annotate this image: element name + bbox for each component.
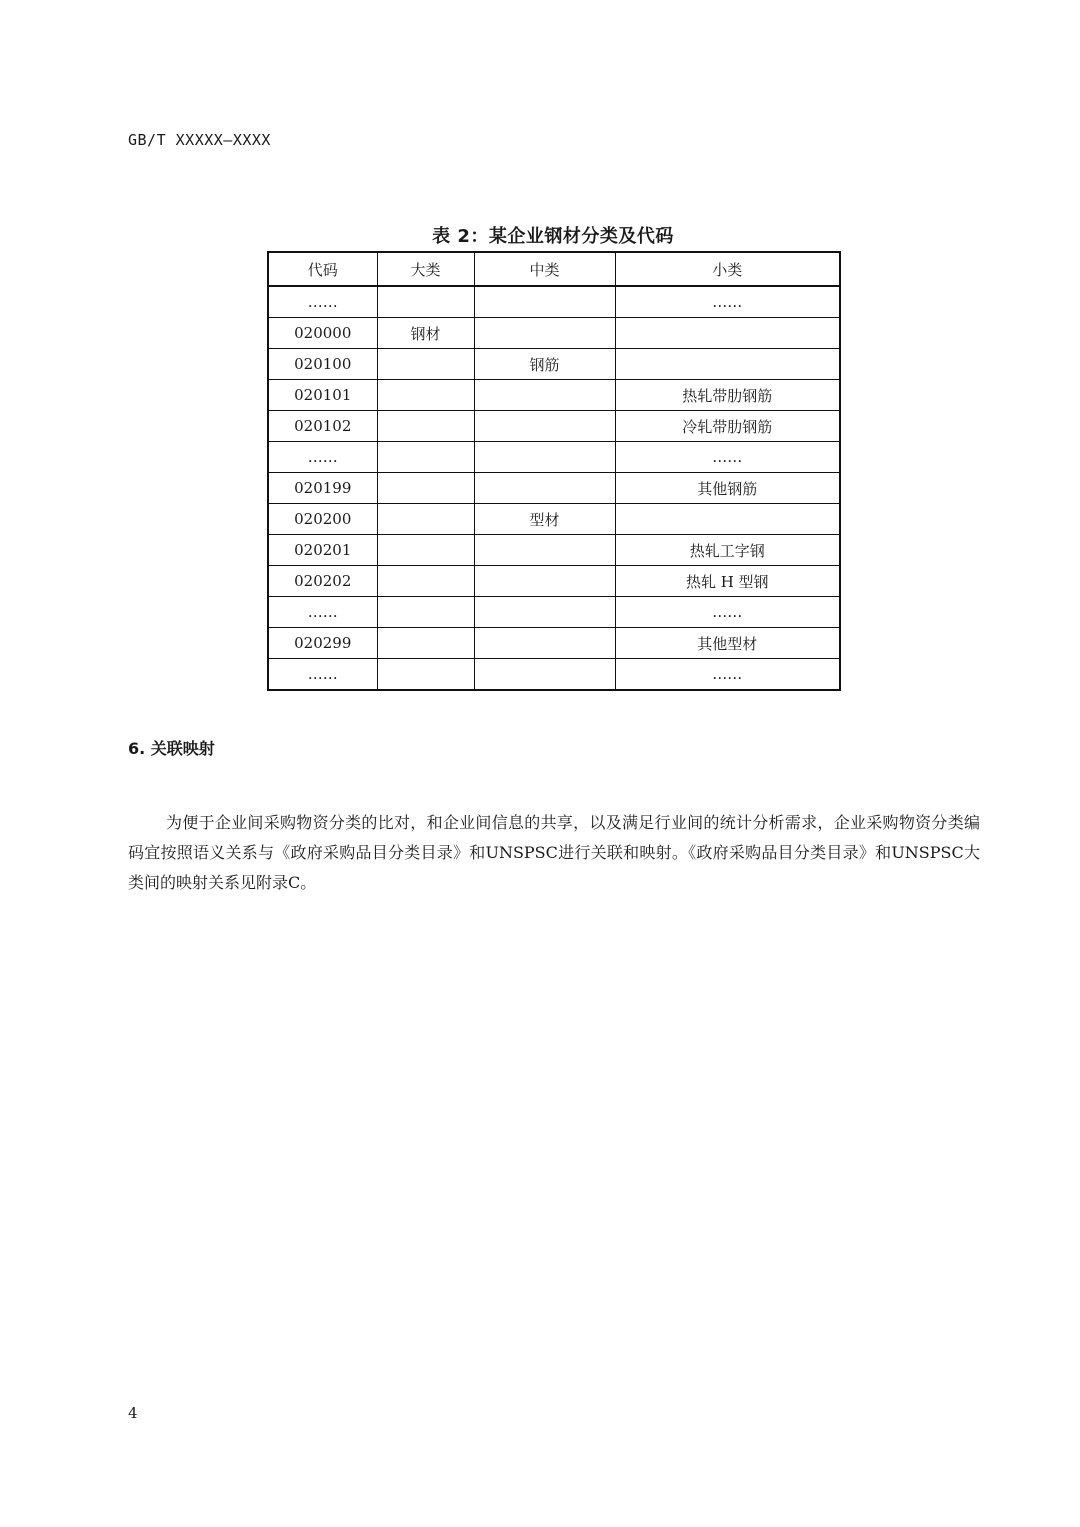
cell-major-category bbox=[377, 380, 474, 411]
cell-minor-category: 冷轧带肋钢筋 bbox=[615, 411, 840, 442]
cell-major-category bbox=[377, 411, 474, 442]
table-row bbox=[268, 566, 840, 597]
cell-major-category bbox=[377, 473, 474, 504]
cell-minor-category: 热轧工字钢 bbox=[615, 535, 840, 566]
table-row bbox=[268, 504, 840, 535]
cell-major-category bbox=[377, 504, 474, 535]
cell-middle-category bbox=[474, 442, 615, 473]
cell-code: 020000 bbox=[268, 318, 377, 349]
cell-code: 020100 bbox=[268, 349, 377, 380]
cell-minor-category: …… bbox=[615, 597, 840, 628]
cell-middle-category bbox=[474, 380, 615, 411]
cell-middle-category bbox=[474, 535, 615, 566]
column-header-minor-category: 小类 bbox=[615, 252, 840, 286]
cell-code: …… bbox=[268, 286, 377, 318]
table-row bbox=[268, 349, 840, 380]
cell-major-category bbox=[377, 659, 474, 691]
cell-major-category bbox=[377, 566, 474, 597]
table-row bbox=[268, 380, 840, 411]
cell-minor-category bbox=[615, 504, 840, 535]
table-row bbox=[268, 411, 840, 442]
cell-middle-category bbox=[474, 659, 615, 691]
cell-middle-category bbox=[474, 318, 615, 349]
cell-code: 020202 bbox=[268, 566, 377, 597]
cell-middle-category bbox=[474, 628, 615, 659]
classification-table bbox=[267, 251, 841, 691]
cell-minor-category: …… bbox=[615, 286, 840, 318]
cell-middle-category bbox=[474, 411, 615, 442]
table-row bbox=[268, 628, 840, 659]
cell-code: …… bbox=[268, 659, 377, 691]
cell-code: 020200 bbox=[268, 504, 377, 535]
cell-middle-category bbox=[474, 597, 615, 628]
cell-minor-category: 其他型材 bbox=[615, 628, 840, 659]
table-row bbox=[268, 659, 840, 691]
column-header-code: 代码 bbox=[268, 252, 377, 286]
cell-code: …… bbox=[268, 442, 377, 473]
cell-minor-category: 热轧 H 型钢 bbox=[615, 566, 840, 597]
cell-middle-category bbox=[474, 286, 615, 318]
cell-major-category bbox=[377, 286, 474, 318]
table-row bbox=[268, 473, 840, 504]
document-code: GB/T XXXXX—XXXX bbox=[128, 131, 271, 149]
cell-major-category bbox=[377, 628, 474, 659]
cell-code: 020199 bbox=[268, 473, 377, 504]
cell-major-category bbox=[377, 349, 474, 380]
cell-minor-category: 热轧带肋钢筋 bbox=[615, 380, 840, 411]
table-row bbox=[268, 318, 840, 349]
section-heading: 6. 关联映射 bbox=[128, 739, 215, 758]
cell-middle-category bbox=[474, 473, 615, 504]
column-header-middle-category: 中类 bbox=[474, 252, 615, 286]
cell-middle-category: 型材 bbox=[474, 504, 615, 535]
cell-middle-category bbox=[474, 566, 615, 597]
table-row bbox=[268, 442, 840, 473]
cell-minor-category: …… bbox=[615, 659, 840, 691]
page-number: 4 bbox=[128, 1404, 138, 1422]
cell-minor-category: 其他钢筋 bbox=[615, 473, 840, 504]
cell-minor-category bbox=[615, 318, 840, 349]
table-header-row bbox=[268, 252, 840, 286]
section-paragraph: 为便于企业间采购物资分类的比对，和企业间信息的共享，以及满足行业间的统计分析需求，企业采购物资分类编码宜按照语义关系与《政府采购品目分类目录》和UNSPSC进行关联和映射。《政府采购品目分类目录》和UNSPSC大类间的映射关系见附录C。 bbox=[128, 813, 980, 892]
table-row bbox=[268, 535, 840, 566]
cell-major-category bbox=[377, 442, 474, 473]
cell-minor-category: …… bbox=[615, 442, 840, 473]
cell-major-category bbox=[377, 535, 474, 566]
cell-code: …… bbox=[268, 597, 377, 628]
table-row bbox=[268, 286, 840, 318]
table-caption: 表 2：某企业钢材分类及代码 bbox=[432, 226, 674, 247]
cell-code: 020201 bbox=[268, 535, 377, 566]
cell-code: 020101 bbox=[268, 380, 377, 411]
cell-major-category: 钢材 bbox=[377, 318, 474, 349]
cell-minor-category bbox=[615, 349, 840, 380]
cell-code: 020299 bbox=[268, 628, 377, 659]
table-row bbox=[268, 597, 840, 628]
cell-middle-category: 钢筋 bbox=[474, 349, 615, 380]
cell-major-category bbox=[377, 597, 474, 628]
cell-code: 020102 bbox=[268, 411, 377, 442]
column-header-major-category: 大类 bbox=[377, 252, 474, 286]
